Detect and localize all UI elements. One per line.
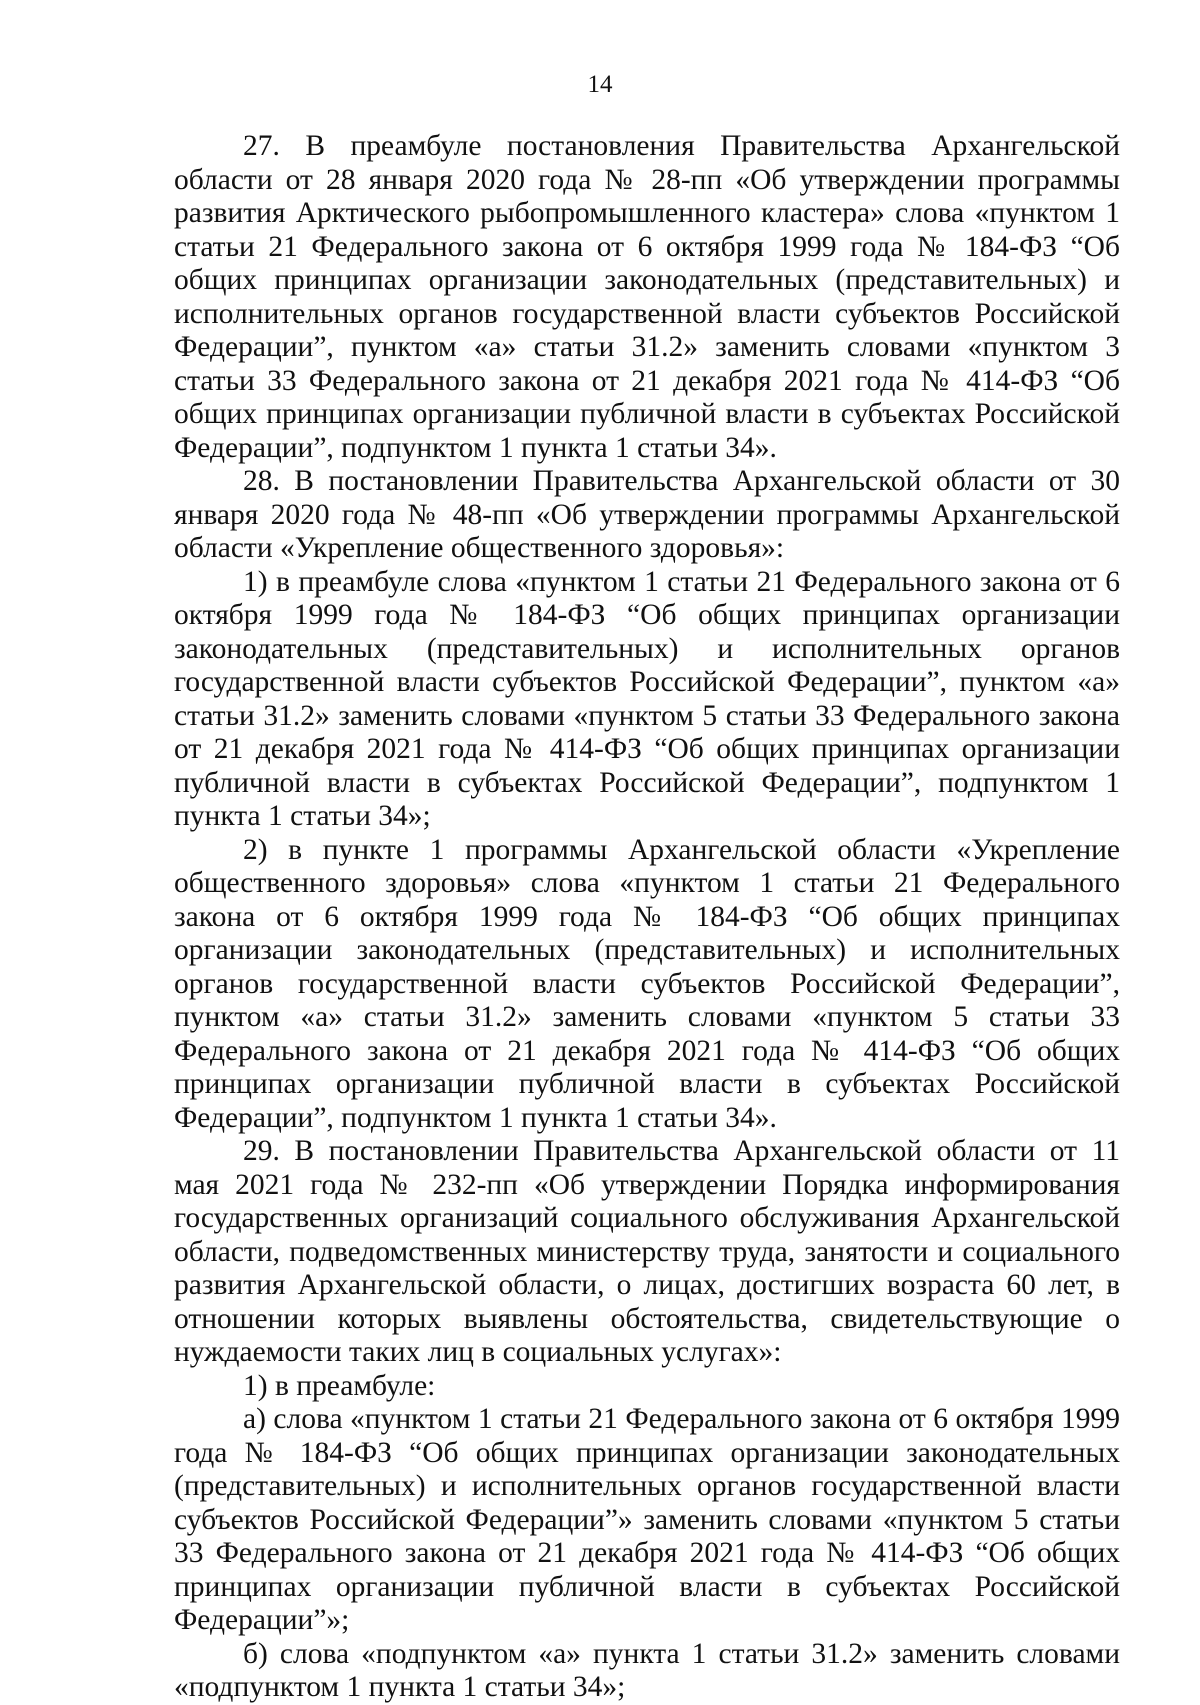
paragraph-item-28-2: 2) в пункте 1 программы Архангельской области «Укрепление общественного здоровья» слова «пунктом 1 статьи 21 Федерального закона от 6 октября 1999 года № 184-ФЗ “Об общих принципах организации законодательных (представительных) и исполнительных органов государственной власти субъектов Российской Федерации”, пунктом «а» статьи 31.2» заменить словами «пунктом 5 статьи 33 Федерального закона от 21 декабря 2021 года № 414-ФЗ “Об общих принципах организации публичной власти в субъектах Российской Федерации”, подпунктом 1 пункта 1 статьи 34». [174,833,1120,1134]
paragraph-item-28-1: 1) в преамбуле слова «пунктом 1 статьи 21 Федерального закона от 6 октября 1999 года № 184-ФЗ “Об общих принципах организации законодательных (представительных) и исполнительных органов государственной власти субъектов Российской Федерации”, пунктом «а» статьи 31.2» заменить словами «пунктом 5 статьи 33 Федерального закона от 21 декабря 2021 года № 414-ФЗ “Об общих принципах организации публичной власти в субъектах Российской Федерации”, подпунктом 1 пункта 1 статьи 34»; [174,565,1120,832]
paragraph-item-29-1-a: а) слова «пунктом 1 статьи 21 Федерального закона от 6 октября 1999 года № 184-ФЗ “Об общих принципах организации законодательных (представительных) и исполнительных органов государственной власти субъектов Российской Федерации”» заменить словами «пунктом 5 статьи 33 Федерального закона от 21 декабря 2021 года № 414-ФЗ “Об общих принципах организации публичной власти в субъектах Российской Федерации”»; [174,1403,1120,1636]
paragraph-item-29-1: 1) в преамбуле: [243,1369,436,1402]
paragraph-item-27: 27. В преамбуле постановления Правительства Архангельской области от 28 января 2020 года № 28-пп «Об утверждении программы развития Арктического рыбопромышленного кластера» слова «пунктом 1 статьи 21 Федерального закона от 6 октября 1999 года № 184-ФЗ “Об общих принципах организации законодательных (представительных) и исполнительных органов государственной власти субъектов Российской Федерации”, пунктом «а» статьи 31.2» заменить словами «пунктом 3 статьи 33 Федерального закона от 21 декабря 2021 года № 414-ФЗ “Об общих принципах организации публичной власти в субъектах Российской Федерации”, подпунктом 1 пункта 1 статьи 34». [174,130,1120,464]
page-number: 14 [587,71,613,98]
paragraph-item-29-1-b: б) слова «подпунктом «а» пункта 1 статьи 31.2» заменить словами «подпунктом 1 пункта 1 статьи 34»; [174,1637,1120,1703]
paragraph-item-28: 28. В постановлении Правительства Архангельской области от 30 января 2020 года № 48-пп «Об утверждении программы Архангельской области «Укрепление общественного здоровья»: [174,465,1120,564]
document-body [174,130,1120,1705]
paragraph-item-29: 29. В постановлении Правительства Архангельской области от 11 мая 2021 года № 232-пп «Об утверждении Порядка информирования государственных организаций социального обслуживания Архангельской области, подведомственных министерству труда, занятости и социального развития Архангельской области, о лицах, достигших возраста 60 лет, в отношении которых выявлены обстоятельства, свидетельствующие о нуждаемости таких лиц в социальных услугах»: [174,1135,1120,1368]
